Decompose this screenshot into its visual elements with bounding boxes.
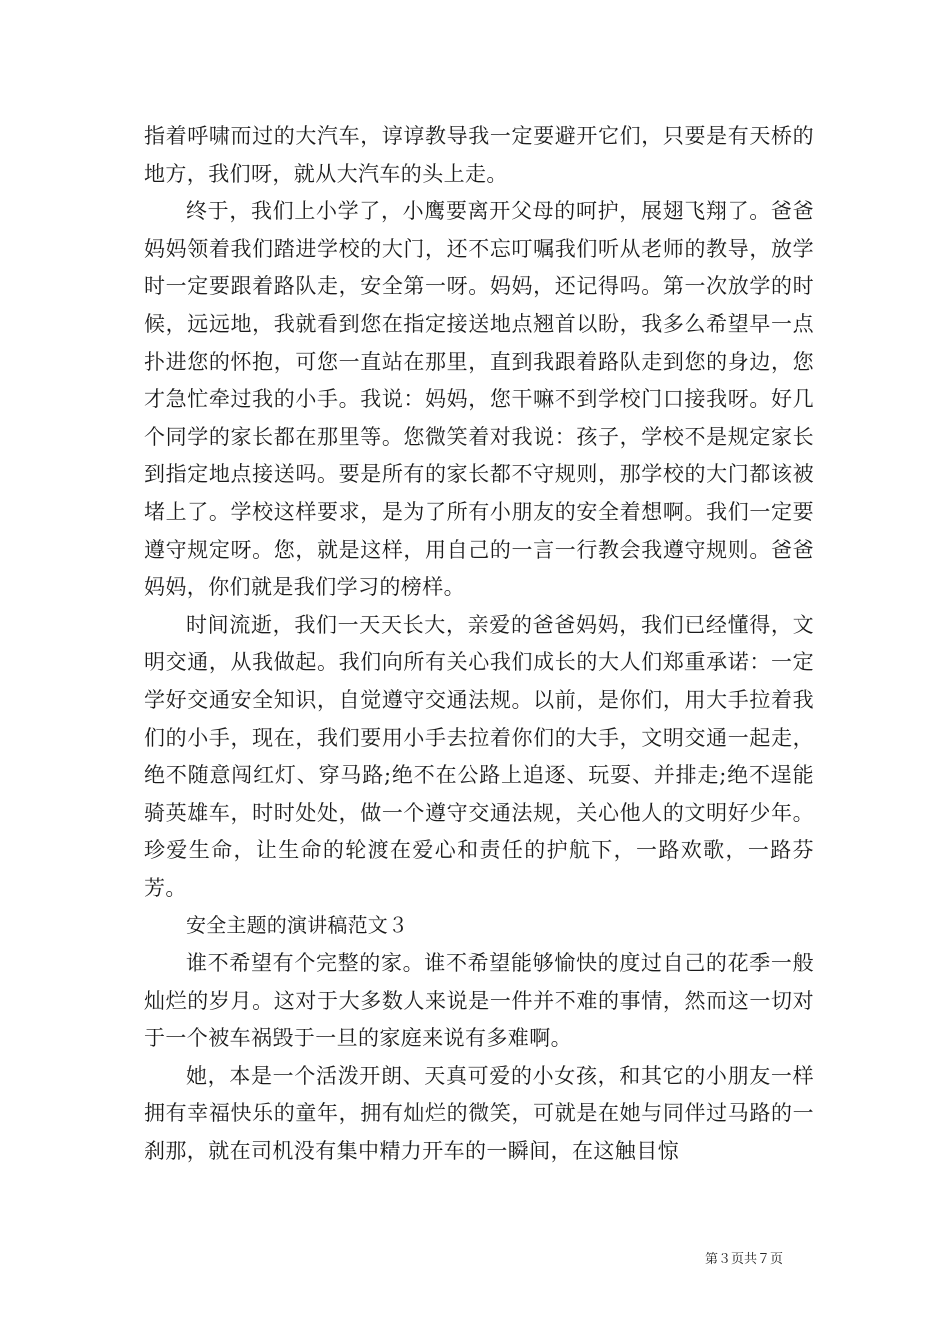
- paragraph-promise: 时间流逝，我们一天天长大，亲爱的爸爸妈妈，我们已经懂得，文明交通，从我做起。我们向所有关心我们成长的大人们郑重承诺：一定学好交通安全知识，自觉遵守交通法规。以前，是你们，用大手拉着我们的小手，现在，我们要用小手去拉着你们的大手，文明交通一起走，绝不随意闯红灯、穿马路;绝不在公路上追逐、玩耍、并排走;绝不逞能骑英雄车，时时处处，做一个遵守交通法规，关心他人的文明好少年。珍爱生命，让生命的轮渡在爱心和责任的护航下，一路欢歌，一路芬芳。: [144, 612, 814, 900]
- page-number-footer: 第３页共７页: [705, 1252, 784, 1267]
- paragraph-continued: 指着呼啸而过的大汽车，谆谆教导我一定要避开它们，只要是有天桥的地方，我们呀，就从大汽车的头上走。: [144, 124, 814, 186]
- document-body: [144, 118, 814, 1171]
- section-heading: 安全主题的演讲稿范文３: [186, 913, 409, 938]
- paragraph-school: 终于，我们上小学了，小鹰要离开父母的呵护，展翅飞翔了。爸爸妈妈领着我们踏进学校的大门，还不忘叮嘱我们听从老师的教导，放学时一定要跟着路队走，安全第一呀。妈妈，还记得吗。第一次放学的时候，远远地，我就看到您在指定接送地点翘首以盼，我多么希望早一点扑进您的怀抱，可您一直站在那里，直到我跟着路队走到您的身边，您才急忙牵过我的小手。我说：妈妈，您干嘛不到学校门口接我呀。好几个同学的家长都在那里等。您微笑着对我说：孩子，学校不是规定家长到指定地点接送吗。要是所有的家长都不守规则，那学校的大门都该被堵上了。学校这样要求，是为了所有小朋友的安全着想啊。我们一定要遵守规定呀。您，就是这样，用自己的一言一行教会我遵守规则。爸爸妈妈，你们就是我们学习的榜样。: [144, 199, 814, 600]
- paragraph-family: 谁不希望有个完整的家。谁不希望能够愉快的度过自己的花季一般灿烂的岁月。这对于大多数人来说是一件并不难的事情，然而这一切对于一个被车祸毁于一旦的家庭来说有多难啊。: [144, 951, 814, 1051]
- paragraph-girl: 她，本是一个活泼开朗、天真可爱的小女孩，和其它的小朋友一样拥有幸福快乐的童年，拥有灿烂的微笑，可就是在她与同伴过马路的一刹那，就在司机没有集中精力开车的一瞬间，在这触目惊: [144, 1063, 814, 1164]
